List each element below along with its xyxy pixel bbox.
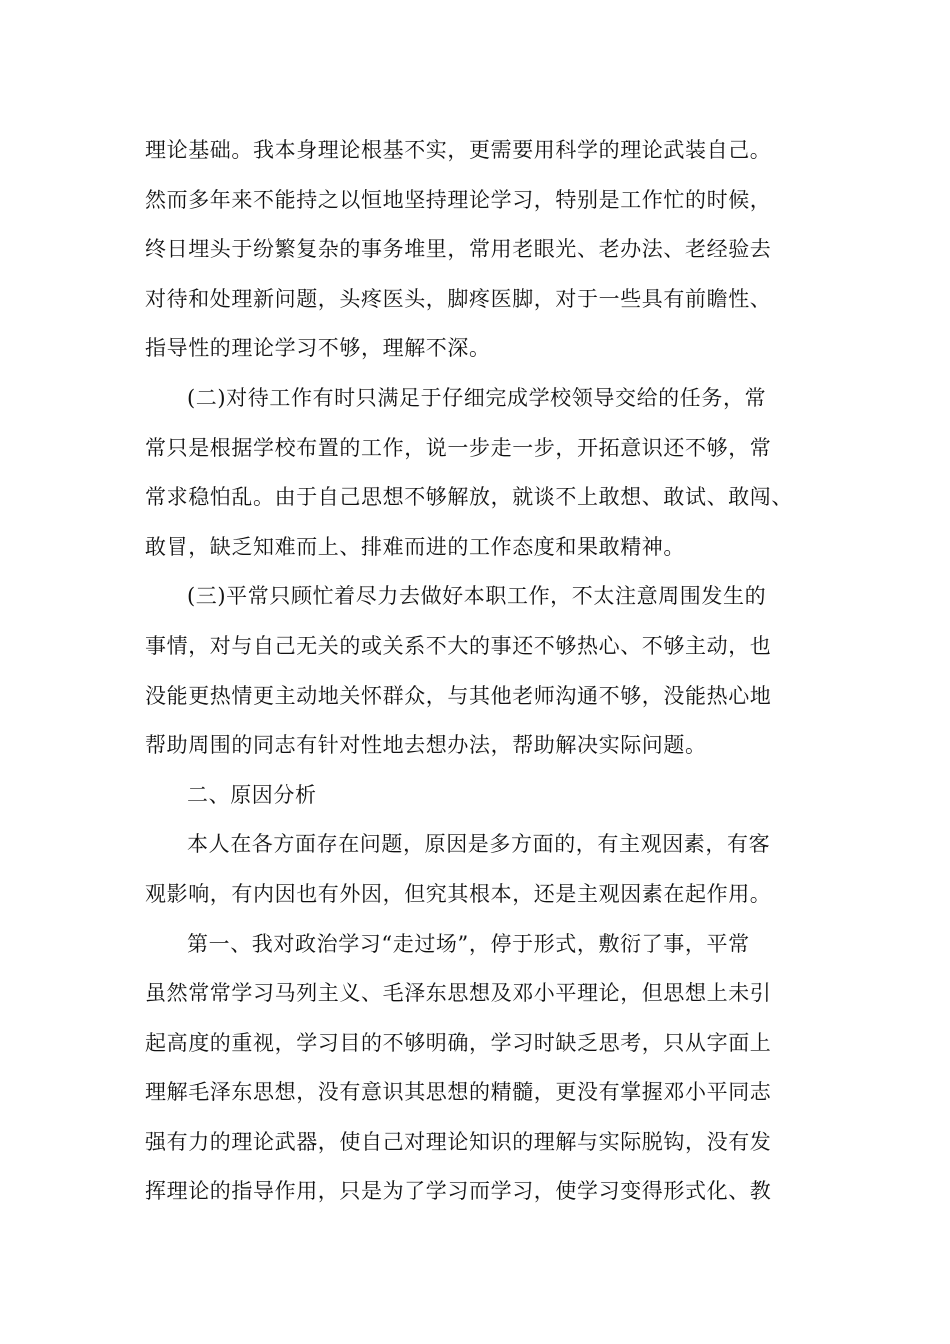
text-line: 常求稳怕乱。由于自己思想不够解放，就谈不上敢想、敢试、敢闯、 [145,485,793,510]
text-line: 帮助周围的同志有针对性地去想办法，帮助解决实际问题。 [145,733,707,758]
text-line: 敢冒，缺乏知难而上、排难而进的工作态度和果敢精神。 [145,534,685,559]
text-line: 常只是根据学校布置的工作，说一步走一步，开拓意识还不够，常 [145,435,772,460]
text-line: (三)平常只顾忙着尽力去做好本职工作，不太注意周围发生的 [187,584,767,609]
text-line: 对待和处理新问题，头疼医头，脚疼医脚，对于一些具有前瞻性、 [145,286,772,311]
paragraph [145,572,835,770]
text-line: 理论基础。我本身理论根基不实，更需要用科学的理论武装自己。 [145,138,772,162]
text-line: 起高度的重视，学习目的不够明确，学习时缺乏思考，只从字面上 [145,1030,772,1055]
text-line: 事情，对与自己无关的或关系不大的事还不够热心、不够主动，也 [145,633,772,658]
text-line: 终日埋头于纷繁复杂的事务堆里，常用老眼光、老办法、老经验去 [145,237,772,262]
text-line: 理解毛泽东思想，没有意识其思想的精髓，更没有掌握邓小平同志 [145,1080,772,1105]
text-line: 然而多年来不能持之以恒地坚持理论学习，特别是工作忙的时候， [145,187,772,212]
text-line: 第一、我对政治学习“走过场”，停于形式，敷衍了事，平常 [187,931,750,956]
text-line: 挥理论的指导作用，只是为了学习而学习，使学习变得形式化、教 [145,1179,772,1204]
text-line: 强有力的理论武器，使自己对理论知识的理解与实际脱钩，没有发 [145,1129,772,1154]
paragraph [145,920,835,1218]
paragraph [145,126,835,374]
document-body [145,126,835,1217]
paragraph [145,820,835,919]
text-line: 观影响，有内因也有外因，但究其根本，还是主观因素在起作用。 [145,881,772,906]
text-line: 二、原因分析 [187,782,317,807]
text-line: 指导性的理论学习不够，理解不深。 [145,336,491,361]
text-line: 本人在各方面存在问题，原因是多方面的，有主观因素，有客 [187,832,771,857]
paragraph [145,374,835,572]
paragraph [145,771,835,821]
text-line: 虽然常常学习马列主义、毛泽东思想及邓小平理论，但思想上未引 [145,981,772,1006]
text-line: (二)对待工作有时只满足于仔细完成学校领导交给的任务，常 [187,385,767,410]
text-line: 没能更热情更主动地关怀群众，与其他老师沟通不够，没能热心地 [145,683,772,708]
